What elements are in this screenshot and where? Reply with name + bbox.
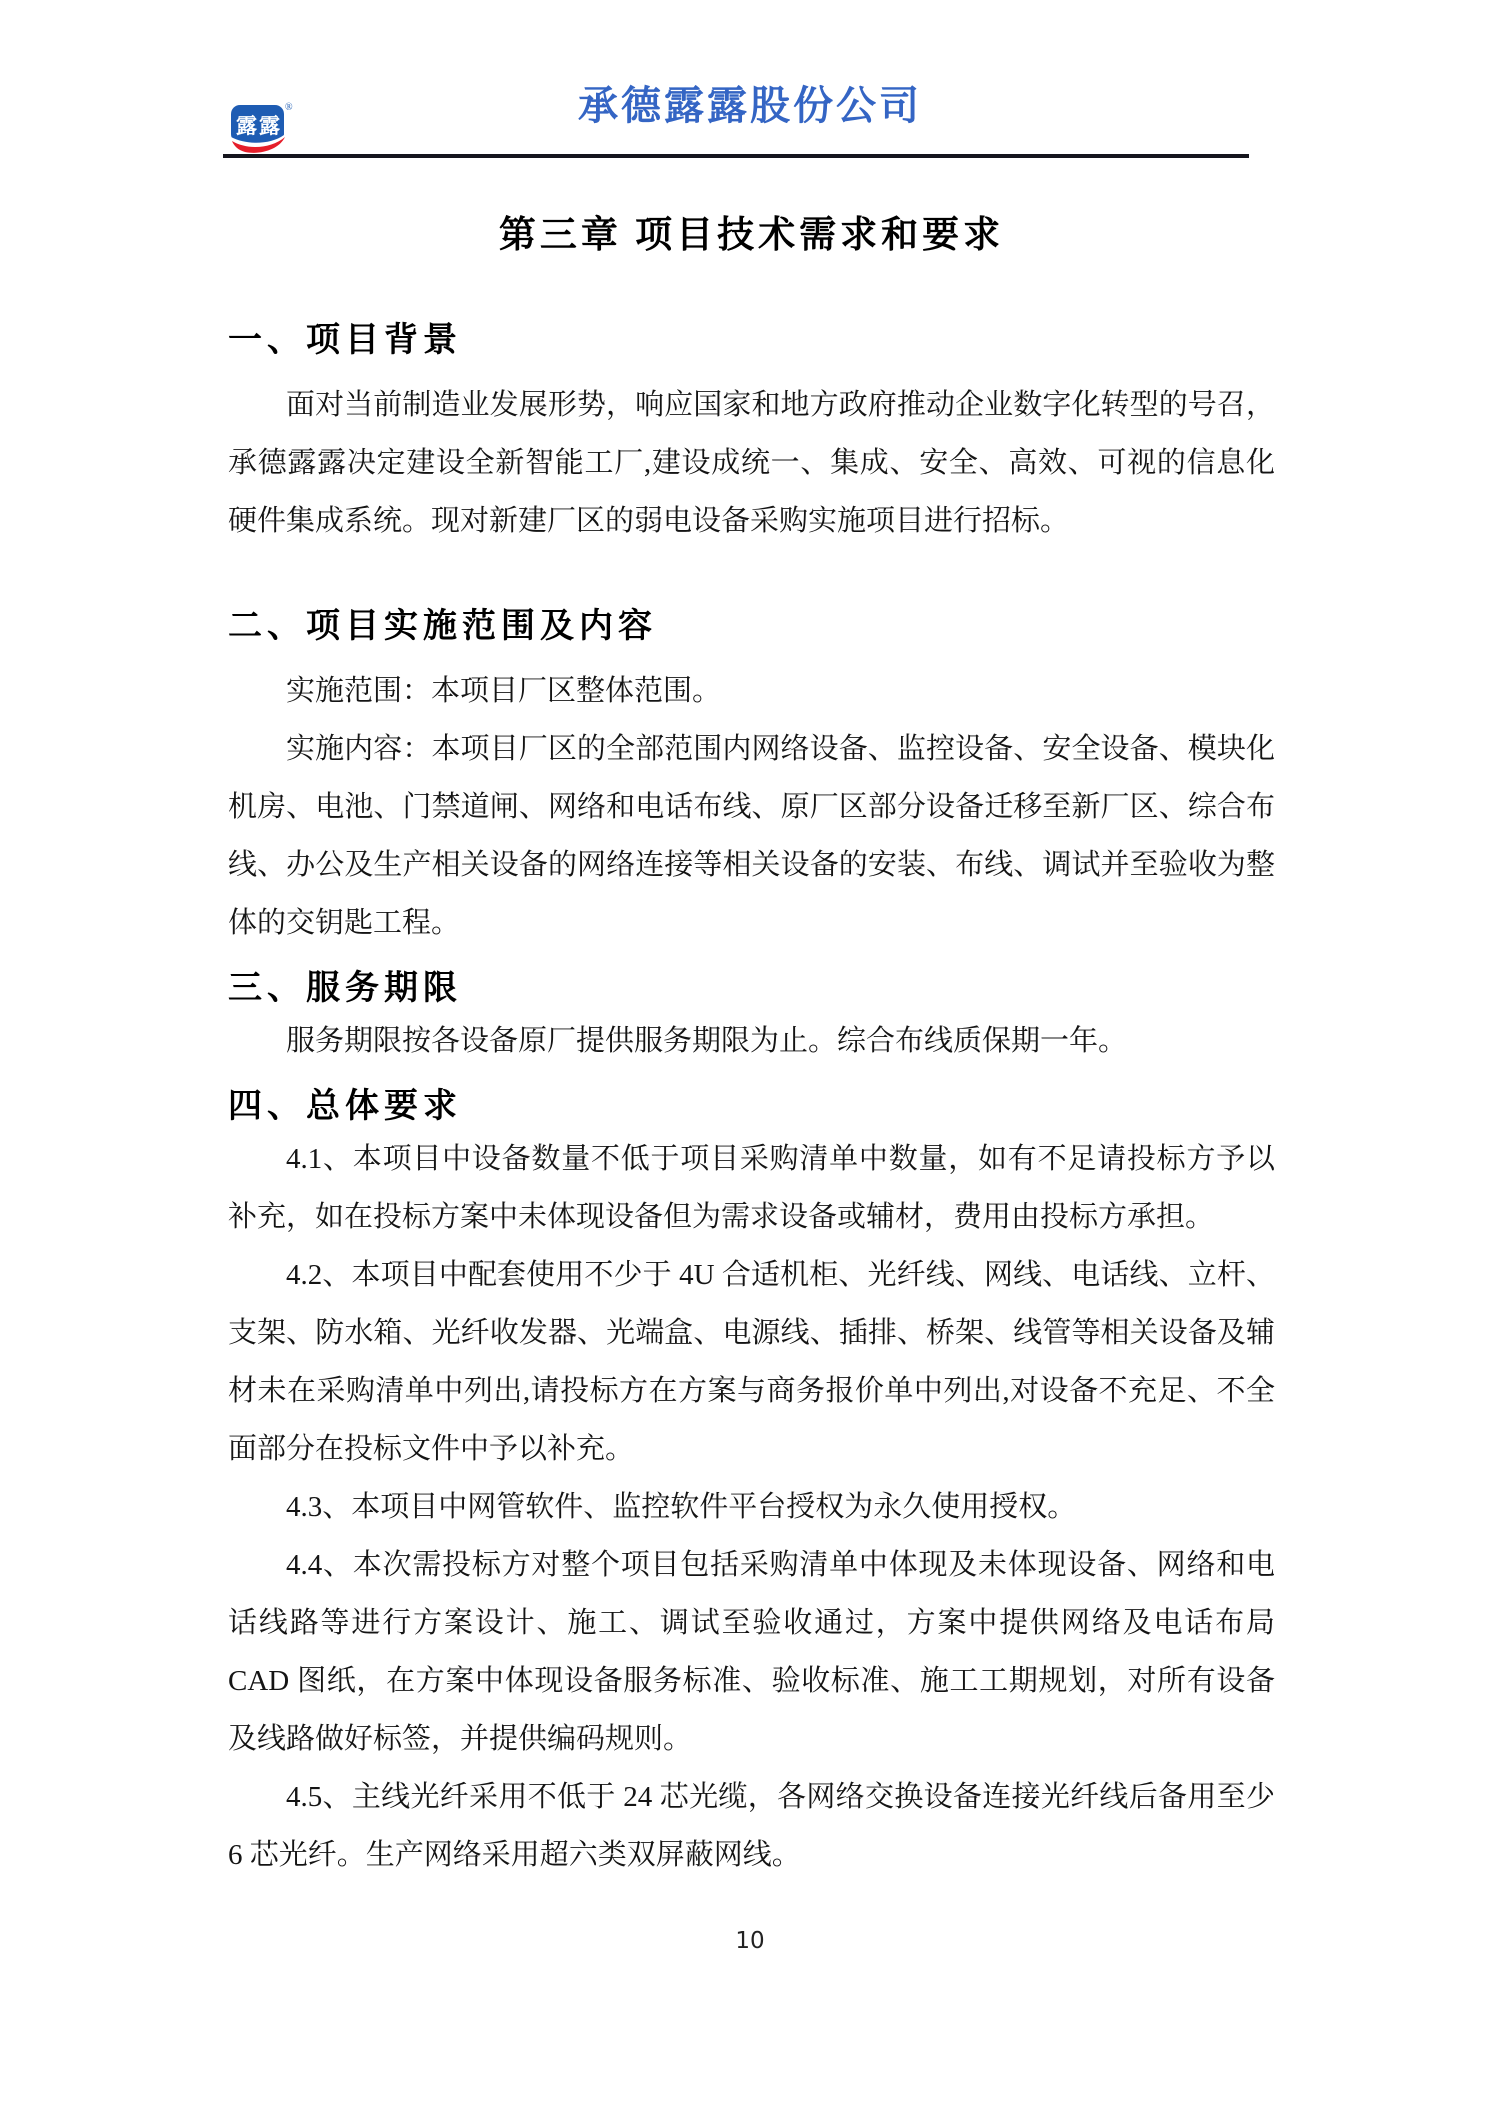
paragraph-background: 面对当前制造业发展形势，响应国家和地方政府推动企业数字化转型的号召，承德露露决定建设全新智能工厂,建设成统一、集成、安全、高效、可视的信息化硬件集成系统。现对新建厂区的弱电设备采购实施项目进行招标。 [228, 389, 1275, 537]
paragraph-service-period: 服务期限按各设备原厂提供服务期限为止。综合布线质保期一年。 [286, 1025, 1128, 1057]
header-divider [223, 154, 1249, 158]
chapter-title: 第三章 项目技术需求和要求 [498, 215, 1005, 256]
registered-mark: ® [285, 102, 293, 113]
company-name: 承德露露股份公司 [578, 84, 922, 128]
paragraph-req-4-4: 4.4、本次需投标方对整个项目包括采购清单中体现及未体现设备、网络和电话线路等进行方案设计、施工、调试至验收通过，方案中提供网络及电话布局 CAD 图纸，在方案中体现设备服务标准、验收标准、施工工期规划，对所有设备及线路做好标签，并提供编码规则。 [228, 1549, 1275, 1755]
paragraph-scope-range: 实施范围：本项目厂区整体范围。 [286, 675, 722, 707]
section-heading-scope: 二、项目实施范围及内容 [228, 608, 657, 645]
logo-char-1: 露 [236, 114, 257, 138]
paragraph-req-4-1: 4.1、本项目中设备数量不低于项目采购清单中数量，如有不足请投标方予以补充，如在投标方案中未体现设备但为需求设备或辅材，费用由投标方承担。 [228, 1143, 1275, 1233]
lulu-logo-svg [229, 98, 295, 158]
paragraph-req-4-5: 4.5、主线光纤采用不低于 24 芯光缆，各网络交换设备连接光纤线后备用至少 6 芯光纤。生产网络采用超六类双屏蔽网线。 [228, 1781, 1275, 1871]
paragraph-req-4-3: 4.3、本项目中网管软件、监控软件平台授权为永久使用授权。 [286, 1491, 1077, 1523]
lulu-logo-icon [229, 98, 295, 158]
paragraph-req-4-2: 4.2、本项目中配套使用不少于 4U 合适机柜、光纤线、网线、电话线、立杆、支架、防水箱、光纤收发器、光端盒、电源线、插排、桥架、线管等相关设备及辅材未在采购清单中列出,请投标方在方案与商务报价单中列出,对设备不充足、不全面部分在投标文件中予以补充。 [228, 1259, 1275, 1465]
section-heading-overall-requirements: 四、总体要求 [228, 1088, 462, 1125]
page-number: 10 [735, 1928, 765, 1954]
paragraph-scope-content: 实施内容：本项目厂区的全部范围内网络设备、监控设备、安全设备、模块化机房、电池、门禁道闸、网络和电话布线、原厂区部分设备迁移至新厂区、综合布线、办公及生产相关设备的网络连接等相关设备的安装、布线、调试并至验收为整体的交钥匙工程。 [228, 733, 1275, 939]
logo-char-2: 露 [259, 114, 280, 138]
section-heading-service-period: 三、服务期限 [228, 970, 462, 1007]
section-heading-background: 一、项目背景 [228, 322, 462, 359]
document-body [228, 196, 1275, 1884]
